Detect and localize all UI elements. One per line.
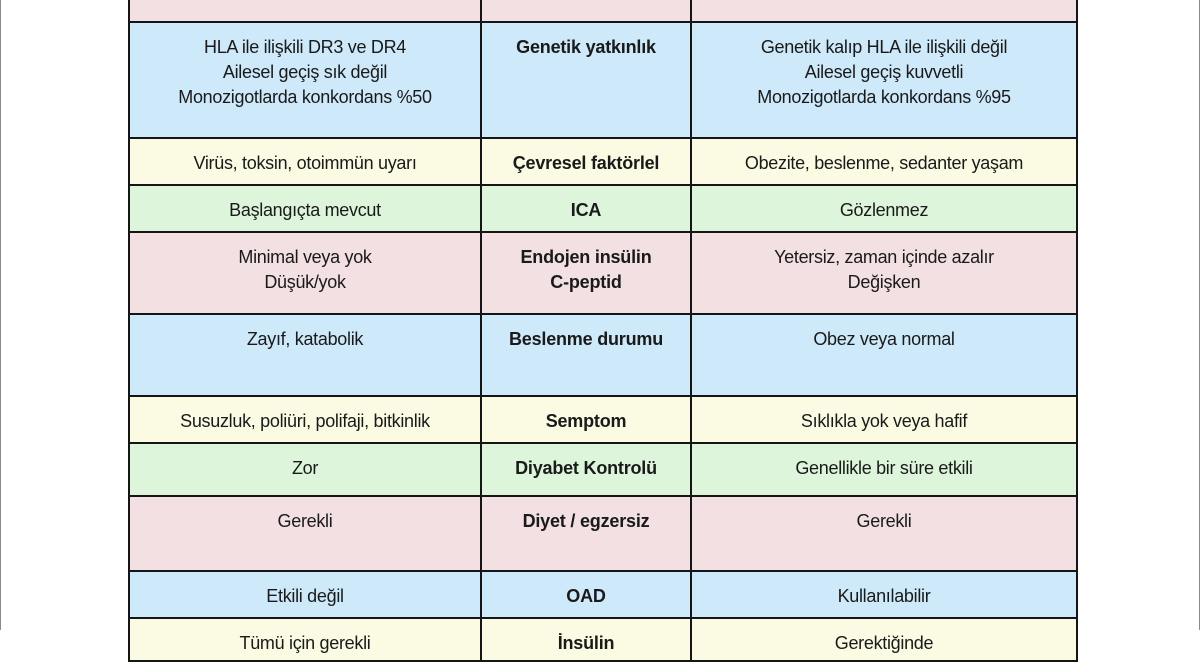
cell-text: Gerekli bbox=[856, 511, 912, 531]
type2-cell bbox=[691, 314, 1077, 396]
cell-text: Monozigotlarda konkordans %50 bbox=[178, 87, 432, 107]
table-row bbox=[129, 396, 1077, 443]
feature-cell bbox=[481, 443, 691, 496]
type2-cell bbox=[691, 396, 1077, 443]
cell-text: Genellikle bir süre etkili bbox=[795, 458, 973, 478]
cell-text: Değişken bbox=[847, 272, 921, 292]
cell-text: Yetersiz, zaman içinde azalır bbox=[774, 247, 994, 267]
cell-text: Genetik yatkınlık bbox=[516, 37, 656, 57]
type2-cell bbox=[691, 232, 1077, 314]
cell-text: Genetik kalıp HLA ile ilişkili değil bbox=[760, 37, 1008, 57]
table-row bbox=[129, 618, 1077, 661]
cell-text: ICA bbox=[570, 200, 602, 220]
table-row bbox=[129, 443, 1077, 496]
table-row bbox=[129, 185, 1077, 232]
table-row bbox=[129, 22, 1077, 138]
type1-cell bbox=[129, 22, 481, 138]
cell-text: Çevresel faktörlel bbox=[512, 153, 660, 173]
cell-text: Susuzluk, poliüri, polifaji, bitkinlik bbox=[180, 411, 430, 431]
table-body bbox=[129, 0, 1077, 661]
table-row bbox=[129, 232, 1077, 314]
table-row bbox=[129, 138, 1077, 185]
cell-text: Başlangıçta mevcut bbox=[229, 200, 381, 220]
feature-cell bbox=[481, 396, 691, 443]
type2-cell bbox=[691, 443, 1077, 496]
cell-text: Beslenme durumu bbox=[508, 329, 664, 349]
table-row bbox=[129, 496, 1077, 571]
type1-cell bbox=[129, 571, 481, 618]
feature-cell bbox=[481, 138, 691, 185]
cell-text: Sıklıkla yok veya hafif bbox=[800, 411, 968, 431]
cell-text: Semptom bbox=[545, 411, 627, 431]
cell-text: Düşük/yok bbox=[264, 272, 346, 292]
cell-text: OAD bbox=[566, 586, 606, 606]
type2-cell bbox=[691, 0, 1077, 22]
feature-cell bbox=[481, 22, 691, 138]
cell-text: Obez veya normal bbox=[813, 329, 955, 349]
type1-cell bbox=[129, 618, 481, 661]
feature-cell bbox=[481, 0, 691, 22]
cell-text: Gerekli bbox=[277, 511, 333, 531]
table-row bbox=[129, 314, 1077, 396]
cell-text: Obezite, beslenme, sedanter yaşam bbox=[744, 153, 1024, 173]
cell-text: Kullanılabilir bbox=[837, 586, 931, 606]
feature-cell bbox=[481, 618, 691, 661]
type1-cell bbox=[129, 0, 481, 22]
cell-text: Endojen insülin bbox=[520, 247, 652, 267]
cell-text: HLA ile ilişkili DR3 ve DR4 bbox=[204, 37, 406, 57]
type1-cell bbox=[129, 138, 481, 185]
cell-text: İnsülin bbox=[557, 633, 615, 653]
feature-cell bbox=[481, 571, 691, 618]
cell-text: Ailesel geçiş sık değil bbox=[222, 62, 388, 82]
type2-cell bbox=[691, 496, 1077, 571]
type2-cell bbox=[691, 138, 1077, 185]
type1-cell bbox=[129, 496, 481, 571]
feature-cell bbox=[481, 496, 691, 571]
cell-text: Diyabet Kontrolü bbox=[515, 458, 657, 478]
type1-cell bbox=[129, 314, 481, 396]
type2-cell bbox=[691, 618, 1077, 661]
diabetes-comparison-table bbox=[128, 0, 1078, 662]
table-row bbox=[129, 571, 1077, 618]
cell-text: Monozigotlarda konkordans %95 bbox=[757, 87, 1011, 107]
cell-text: Ailesel geçiş kuvvetli bbox=[804, 62, 964, 82]
cell-text: Diyet / egzersiz bbox=[522, 511, 650, 531]
cell-text: Minimal veya yok bbox=[238, 247, 372, 267]
type1-cell bbox=[129, 232, 481, 314]
cell-text: Etkili değil bbox=[266, 586, 344, 606]
cell-text: C-peptid bbox=[550, 272, 622, 292]
cell-text: Gözlenmez bbox=[839, 200, 929, 220]
type2-cell bbox=[691, 22, 1077, 138]
feature-cell bbox=[481, 314, 691, 396]
type1-cell bbox=[129, 185, 481, 232]
table-row bbox=[129, 0, 1077, 22]
left-frame-edge bbox=[0, 0, 1, 630]
feature-cell bbox=[481, 185, 691, 232]
type1-cell bbox=[129, 396, 481, 443]
type1-cell bbox=[129, 443, 481, 496]
cell-text: Tümü için gerekli bbox=[239, 633, 371, 653]
cell-text: Virüs, toksin, otoimmün uyarı bbox=[193, 153, 417, 173]
type2-cell bbox=[691, 185, 1077, 232]
type2-cell bbox=[691, 571, 1077, 618]
cell-text: Zayıf, katabolik bbox=[246, 329, 364, 349]
cell-text: Gerektiğinde bbox=[834, 633, 934, 653]
feature-cell bbox=[481, 232, 691, 314]
cell-text: Zor bbox=[291, 458, 319, 478]
